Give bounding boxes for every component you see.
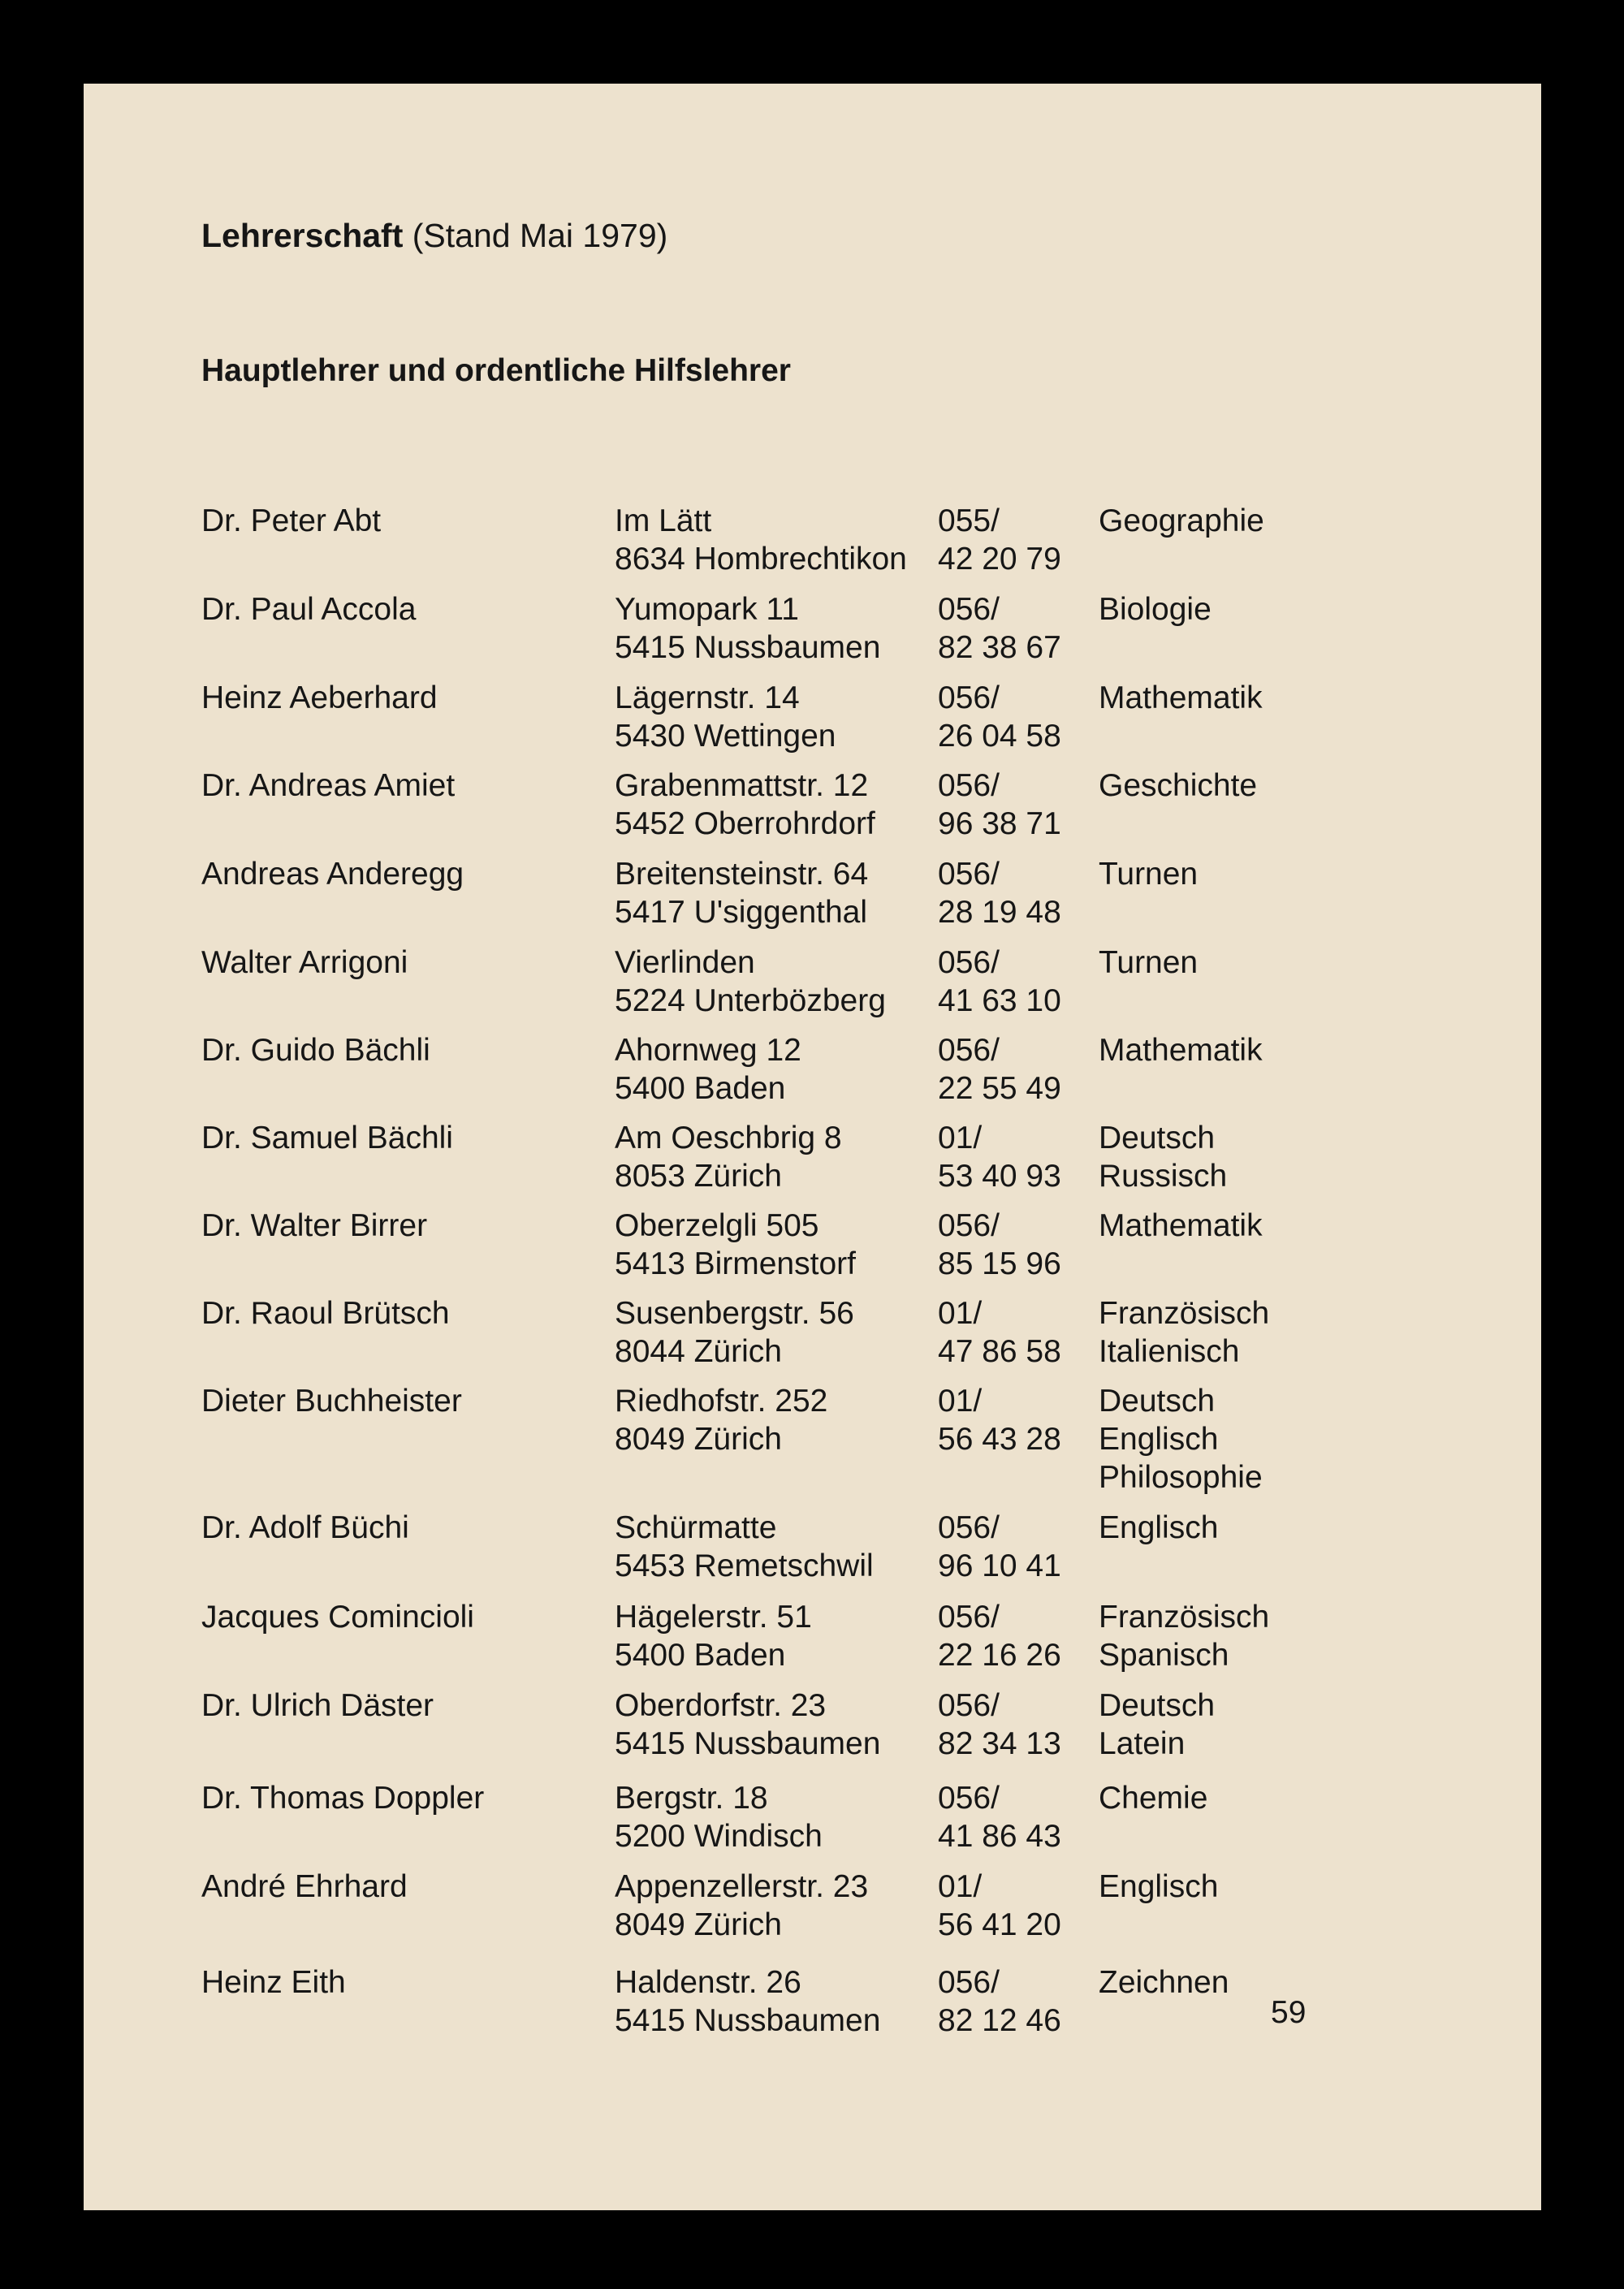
address-cell (615, 1598, 812, 1674)
phone-cell (938, 679, 1061, 755)
street: Bergstr. 18 (615, 1781, 768, 1816)
teacher-name-cell (201, 767, 455, 805)
teacher-name-cell (201, 1207, 427, 1245)
subject: Mathematik (1099, 1033, 1263, 1068)
subjects-cell (1099, 1868, 1218, 1906)
subject: Spanisch (1099, 1638, 1229, 1673)
subject: Zeichnen (1099, 1965, 1229, 2000)
subjects-cell (1099, 1207, 1263, 1245)
phone-area-code: 01/ (938, 1121, 983, 1155)
phone-number: 42 20 79 (938, 542, 1061, 577)
subject: Biologie (1099, 592, 1212, 627)
page-number: 59 (1271, 1995, 1307, 2030)
phone-number: 22 55 49 (938, 1071, 1061, 1106)
subject: Geographie (1099, 503, 1264, 538)
street: Breitensteinstr. 64 (615, 857, 869, 892)
phone-number: 82 12 46 (938, 2003, 1061, 2038)
phone-area-code: 056/ (938, 768, 1000, 803)
phone-cell (938, 1868, 1061, 1944)
phone-number: 41 63 10 (938, 983, 1061, 1018)
teacher-name-cell (201, 855, 464, 893)
subject: Turnen (1099, 857, 1199, 892)
city: 8049 Zürich (615, 1422, 782, 1457)
subject: Englisch (1099, 1869, 1219, 1904)
city: 5200 Windisch (615, 1819, 823, 1854)
address-cell (615, 1779, 823, 1855)
address-cell (615, 1868, 868, 1944)
teacher-name: André Ehrhard (201, 1869, 408, 1904)
street: Appenzellerstr. 23 (615, 1869, 869, 1904)
address-cell (615, 1963, 880, 2040)
phone-number: 41 86 43 (938, 1819, 1061, 1854)
subjects-cell (1099, 1382, 1263, 1496)
address-cell (615, 855, 868, 931)
subjects-cell (1099, 1598, 1269, 1674)
phone-number: 47 86 58 (938, 1334, 1061, 1369)
teacher-name: Dieter Buchheister (201, 1384, 462, 1419)
city: 5417 U'siggenthal (615, 895, 868, 930)
phone-area-code: 01/ (938, 1869, 983, 1904)
phone-area-code: 056/ (938, 1600, 1000, 1635)
city: 8049 Zürich (615, 1907, 782, 1942)
teacher-name: Dr. Raoul Brütsch (201, 1296, 450, 1331)
subject: Deutsch (1099, 1121, 1216, 1155)
address-cell (615, 1294, 854, 1371)
teacher-name: Heinz Aeberhard (201, 680, 438, 715)
subjects-cell (1099, 1119, 1227, 1195)
subjects-cell (1099, 502, 1264, 540)
subjects-cell (1099, 767, 1257, 805)
street: Am Oeschbrig 8 (615, 1121, 842, 1155)
subject: Turnen (1099, 945, 1199, 980)
address-cell (615, 1509, 874, 1585)
subjects-cell (1099, 679, 1263, 717)
phone-number: 85 15 96 (938, 1246, 1061, 1281)
teacher-name: Dr. Adolf Büchi (201, 1510, 409, 1545)
phone-number: 56 43 28 (938, 1422, 1061, 1457)
city: 8044 Zürich (615, 1334, 782, 1369)
address-cell (615, 1382, 827, 1458)
phone-cell (938, 1598, 1061, 1674)
phone-number: 28 19 48 (938, 895, 1061, 930)
teacher-name: Dr. Samuel Bächli (201, 1121, 453, 1155)
phone-area-code: 056/ (938, 680, 1000, 715)
street: Vierlinden (615, 945, 755, 980)
address-cell (615, 679, 836, 755)
street: Grabenmattstr. 12 (615, 768, 869, 803)
phone-number: 96 38 71 (938, 806, 1061, 841)
teacher-name-cell (201, 502, 381, 540)
subjects-cell (1099, 590, 1212, 628)
street: Susenbergstr. 56 (615, 1296, 854, 1331)
teacher-name-cell (201, 1963, 346, 2002)
address-cell (615, 502, 907, 578)
phone-area-code: 056/ (938, 945, 1000, 980)
city: 5224 Unterbözberg (615, 983, 886, 1018)
subject: Latein (1099, 1726, 1186, 1761)
phone-number: 96 10 41 (938, 1548, 1061, 1583)
phone-cell (938, 1779, 1061, 1855)
teacher-name: Dr. Peter Abt (201, 503, 382, 538)
subjects-cell (1099, 1294, 1269, 1371)
street: Haldenstr. 26 (615, 1965, 801, 2000)
city: 5400 Baden (615, 1638, 786, 1673)
phone-cell (938, 590, 1061, 667)
heading-date: (Stand Mai 1979) (403, 217, 668, 254)
teacher-name: Andreas Anderegg (201, 857, 464, 892)
city: 5453 Remetschwil (615, 1548, 874, 1583)
address-cell (615, 590, 880, 667)
teacher-name-cell (201, 1687, 434, 1725)
subject: Französisch (1099, 1296, 1270, 1331)
section-heading (201, 217, 667, 255)
city: 5415 Nussbaumen (615, 630, 881, 665)
street: Riedhofstr. 252 (615, 1384, 828, 1419)
phone-area-code: 056/ (938, 857, 1000, 892)
subjects-cell (1099, 1963, 1229, 2002)
subjects-cell (1099, 1509, 1218, 1547)
phone-cell (938, 767, 1061, 843)
teacher-name-cell (201, 1509, 409, 1547)
teacher-name: Heinz Eith (201, 1965, 346, 2000)
subject: Mathematik (1099, 1208, 1263, 1243)
teacher-name-cell (201, 1598, 474, 1636)
teacher-name-cell (201, 1382, 462, 1420)
teacher-name-cell (201, 944, 408, 982)
phone-cell (938, 1031, 1061, 1108)
street: Ahornweg 12 (615, 1033, 801, 1068)
phone-cell (938, 502, 1061, 578)
phone-area-code: 056/ (938, 1208, 1000, 1243)
subject: Deutsch (1099, 1384, 1216, 1419)
phone-cell (938, 1294, 1061, 1371)
phone-number: 26 04 58 (938, 719, 1061, 754)
phone-area-code: 056/ (938, 592, 1000, 627)
street: Yumopark 11 (615, 592, 799, 627)
teacher-name-cell (201, 1031, 430, 1069)
street: Lägernstr. 14 (615, 680, 800, 715)
address-cell (615, 1207, 856, 1283)
subjects-cell (1099, 855, 1198, 893)
teacher-name: Dr. Thomas Doppler (201, 1781, 485, 1816)
teacher-name: Jacques Comincioli (201, 1600, 474, 1635)
subjects-cell (1099, 1779, 1207, 1817)
subject: Geschichte (1099, 768, 1258, 803)
teacher-name: Dr. Ulrich Däster (201, 1688, 434, 1723)
subject: Mathematik (1099, 680, 1263, 715)
phone-number: 56 41 20 (938, 1907, 1061, 1942)
heading-bold: Lehrerschaft (201, 217, 404, 254)
teacher-name-cell (201, 590, 416, 628)
phone-area-code: 056/ (938, 1510, 1000, 1545)
teacher-name-cell (201, 1294, 450, 1332)
street: Schürmatte (615, 1510, 777, 1545)
teacher-name-cell (201, 1779, 484, 1817)
section-subheading: Hauptlehrer und ordentliche Hilfslehrer (201, 353, 791, 388)
phone-cell (938, 1963, 1061, 2040)
phone-area-code: 01/ (938, 1384, 983, 1419)
phone-area-code: 01/ (938, 1296, 983, 1331)
phone-cell (938, 1207, 1061, 1283)
address-cell (615, 767, 875, 843)
phone-area-code: 056/ (938, 1965, 1000, 2000)
teacher-name: Walter Arrigoni (201, 945, 408, 980)
subject: Chemie (1099, 1781, 1208, 1816)
city: 5430 Wettingen (615, 719, 836, 754)
street: Hägelerstr. 51 (615, 1600, 812, 1635)
address-cell (615, 1031, 801, 1108)
phone-number: 82 38 67 (938, 630, 1061, 665)
teacher-name: Dr. Walter Birrer (201, 1208, 428, 1243)
street: Oberdorfstr. 23 (615, 1688, 827, 1723)
phone-cell (938, 1687, 1061, 1763)
teacher-name: Dr. Andreas Amiet (201, 768, 456, 803)
city: 5400 Baden (615, 1071, 786, 1106)
phone-cell (938, 855, 1061, 931)
street: Im Lätt (615, 503, 712, 538)
subject: Philosophie (1099, 1460, 1263, 1495)
subject: Deutsch (1099, 1688, 1216, 1723)
address-cell (615, 944, 886, 1020)
teacher-name-cell (201, 1868, 408, 1906)
subject: Italienisch (1099, 1334, 1240, 1369)
phone-area-code: 056/ (938, 1781, 1000, 1816)
phone-area-code: 056/ (938, 1688, 1000, 1723)
phone-area-code: 056/ (938, 1033, 1000, 1068)
teacher-name: Dr. Guido Bächli (201, 1033, 430, 1068)
teacher-name-cell (201, 679, 438, 717)
subject: Englisch (1099, 1422, 1219, 1457)
address-cell (615, 1119, 842, 1195)
subject: Englisch (1099, 1510, 1219, 1545)
phone-number: 53 40 93 (938, 1159, 1061, 1194)
street: Oberzelgli 505 (615, 1208, 819, 1243)
city: 8634 Hombrechtikon (615, 542, 907, 577)
phone-cell (938, 1382, 1061, 1458)
phone-cell (938, 944, 1061, 1020)
phone-cell (938, 1509, 1061, 1585)
phone-number: 22 16 26 (938, 1638, 1061, 1673)
subject: Französisch (1099, 1600, 1270, 1635)
city: 5452 Oberrohrdorf (615, 806, 875, 841)
phone-area-code: 055/ (938, 503, 1000, 538)
city: 8053 Zürich (615, 1159, 782, 1194)
address-cell (615, 1687, 880, 1763)
subjects-cell (1099, 1687, 1215, 1763)
teacher-name: Dr. Paul Accola (201, 592, 417, 627)
phone-number: 82 34 13 (938, 1726, 1061, 1761)
subjects-cell (1099, 944, 1198, 982)
city: 5415 Nussbaumen (615, 1726, 881, 1761)
city: 5413 Birmenstorf (615, 1246, 856, 1281)
subjects-cell (1099, 1031, 1263, 1069)
teacher-name-cell (201, 1119, 453, 1157)
subject: Russisch (1099, 1159, 1228, 1194)
city: 5415 Nussbaumen (615, 2003, 881, 2038)
phone-cell (938, 1119, 1061, 1195)
